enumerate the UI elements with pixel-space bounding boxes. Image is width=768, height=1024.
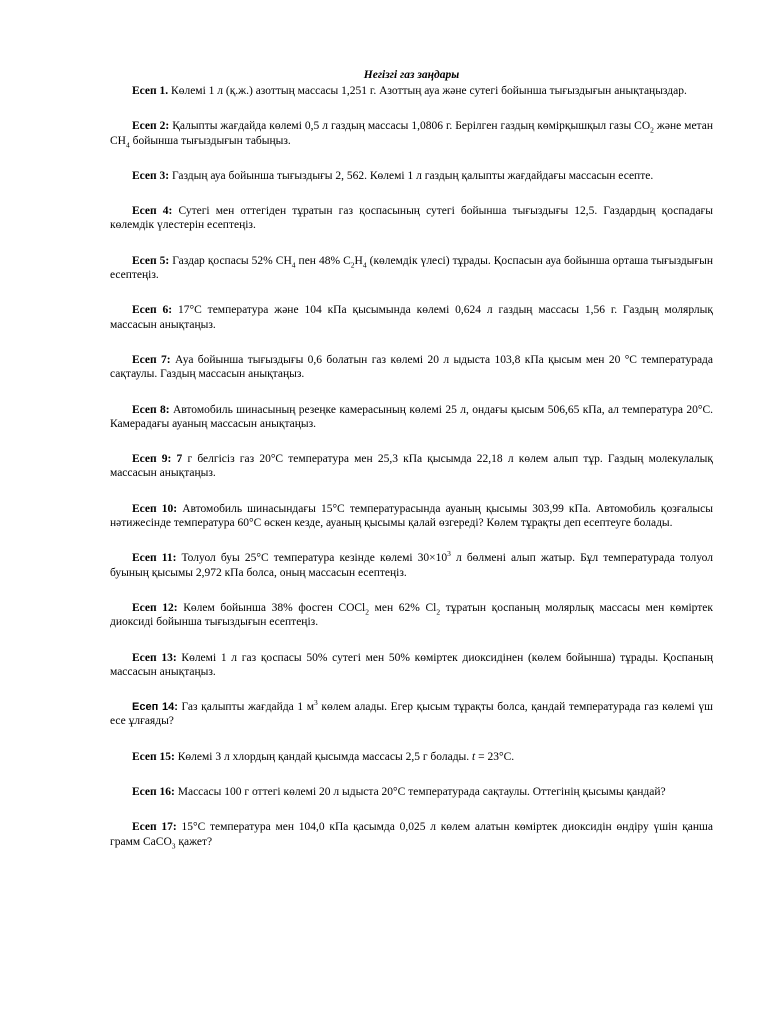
italic-variable: t [472, 750, 476, 763]
problem-text: Газдың ауа бойынша тығыздығы 2, 562. Көлемі 1 л газдың қалыпты жағдайдағы массасын есепте. [169, 169, 654, 182]
problem-13 [110, 651, 713, 680]
problem-text: пен 48% C [295, 254, 351, 267]
problem-text: Автомобиль шинасының резеңке камерасының көлемі 25 л, ондағы қысым 506,65 кПа, ал температура 20°C. Камерадағы ауаның массасын анықтаңыз. [110, 403, 713, 430]
problem-text: бойынша тығыздығын табыңыз. [129, 134, 291, 147]
problem-label: Есеп 2: [132, 120, 170, 133]
problem-text: (көлемдік үлесі) тұрады. Қоспасын ауа бойынша орташа тығыздығын есептеңіз. [110, 254, 713, 282]
problem-label: Есеп 3: [132, 169, 170, 182]
problem-text: көлем алады. Егер қысым тұрақты болса, қандай температурада газ көлемі үш есе ұлғаяды? [110, 701, 713, 728]
subscript: 2 [650, 125, 654, 135]
problem-text: Толуол буы 25°C температура кезінде көлемі 30×10 [176, 552, 448, 565]
problem-12 [110, 601, 713, 630]
page-title: Негізгі газ заңдары [363, 69, 460, 81]
problem-text: Ауа бойынша тығыздығы 0,6 болатын газ көлемі 20 л ыдыста 103,8 кПа қысым мен 20 °C температурада сақтаулы. Газдың массасын анықтаңыз. [110, 353, 714, 381]
problem-label: Есеп 8: [132, 403, 170, 416]
problem-9 [110, 452, 713, 481]
problem-label: Есеп 12: [132, 601, 178, 614]
problem-17 [110, 820, 713, 849]
problem-text: Газ қалыпты жағдайда 1 м [177, 701, 315, 714]
problem-5 [110, 254, 713, 283]
problem-7 [110, 353, 713, 382]
problem-label: Есеп 9: [132, 453, 172, 466]
problem-bold-number: 7 [171, 453, 183, 466]
problem-text: Автомобиль шинасындағы 15°C температурасында ауаның қысымы 303,99 кПа. Автомобиль қозғалысы нәтижесінде температура 60°C өскен кезде, ауаның қысымы қалай өзгереді? Көлем тұрақты деп есептеуге болады. [110, 502, 713, 530]
problem-text: г белгісіз газ 20°C температура мен 25,3 кПа қысымда 22,18 л көлем алып тұр. Газдың молекулалық массасын анықтаңыз. [110, 453, 713, 480]
problem-14 [110, 700, 713, 729]
problem-text: тұратын қоспаның молярлық массасы мен көміртек диоксиді бойынша тығыздығын есептеңіз. [110, 601, 713, 629]
problem-8 [110, 403, 713, 432]
problem-label: Есеп 10: [132, 502, 178, 515]
problem-2 [110, 119, 713, 148]
problem-label: Есеп 4: [132, 205, 173, 218]
problem-text: Қалыпты жағдайда көлемі 0,5 л газдың массасы 1,0806 г. Берілген газдың көмірқышқыл газы CO [169, 120, 651, 133]
problem-label: Есеп 14: [132, 701, 178, 714]
problem-label: Есеп 11: [132, 552, 177, 565]
subscript: 4 [362, 260, 367, 270]
problem-text: 17°C температура және 104 кПа қысымында көлемі 0,624 л газдың массасы 1,56 г. Газдың молярлық массасын анықтаңыз. [110, 304, 713, 331]
problem-text: және метан CH [110, 120, 713, 147]
problem-label: Есеп 1. [132, 85, 169, 97]
problem-text: Көлемі 3 л хлордың қандай қысымда массасы 2,5 г болады. [174, 750, 473, 763]
superscript: 3 [447, 549, 451, 559]
problem-4 [110, 204, 713, 233]
problem-text: Газдар қоспасы 52% CH [169, 254, 292, 267]
problem-10 [110, 502, 713, 531]
problem-label: Есеп 5: [132, 254, 170, 267]
problem-text: Көлем бойынша 38% фосген COCl [177, 601, 366, 614]
problem-text: H [354, 254, 363, 267]
subscript: 2 [365, 607, 369, 617]
problem-3 [110, 169, 713, 183]
problem-6 [110, 303, 713, 332]
problem-label: Есеп 17: [132, 821, 177, 834]
subscript: 4 [291, 260, 296, 270]
problem-11 [110, 551, 713, 580]
problem-label: Есеп 6: [132, 304, 173, 317]
subscript: 2 [350, 260, 355, 270]
superscript: 3 [314, 698, 318, 708]
problem-text: = 23°C. [475, 750, 515, 763]
problem-16 [110, 785, 713, 799]
subscript: 2 [436, 607, 441, 617]
subscript: 4 [125, 139, 130, 149]
problem-text: мен 62% Cl [369, 601, 437, 614]
problem-text: қажет? [175, 835, 213, 848]
problem-label: Есеп 16: [132, 786, 175, 799]
problem-label: Есеп 15: [132, 750, 175, 763]
problem-text: Массасы 100 г оттегі көлемі 20 л ыдыста 20°C температурада сақтаулы. Оттегінің қысымы қандай? [174, 786, 666, 799]
problem-1 [110, 84, 713, 98]
problem-label: Есеп 13: [132, 651, 177, 664]
problem-label: Есеп 7: [132, 353, 171, 366]
problem-text: Көлемі 1 л газ қоспасы 50% сутегі мен 50% көміртек диоксидінен (көлем бойынша) тұрады. Қоспаның массасын анықтаңыз. [110, 651, 713, 678]
problem-15 [110, 750, 713, 764]
problem-text: Көлемі 1 л (қ.ж.) азоттың массасы 1,251 г. Азоттың ауа және сутегі бойынша тығыздығын анықтаңыздар. [168, 85, 687, 97]
problem-text: 15°C температура мен 104,0 кПа қасымда 0,025 л көлем алатын көміртек диоксидін өндіру үшін қанша грамм CaCO [110, 821, 713, 848]
problem-text: л бөлмені алып жатыр. Бұл температурада толуол буының қысымы 2,972 кПа болса, оның массасын есептеңіз. [110, 552, 713, 579]
subscript: 3 [171, 840, 176, 850]
document-page [110, 68, 713, 849]
problem-text: Сутегі мен оттегіден тұратын газ қоспасының сутегі бойынша тығыздығы 12,5. Газдардың қоспадағы көлемдік үлестерін есептеңіз. [110, 205, 713, 232]
